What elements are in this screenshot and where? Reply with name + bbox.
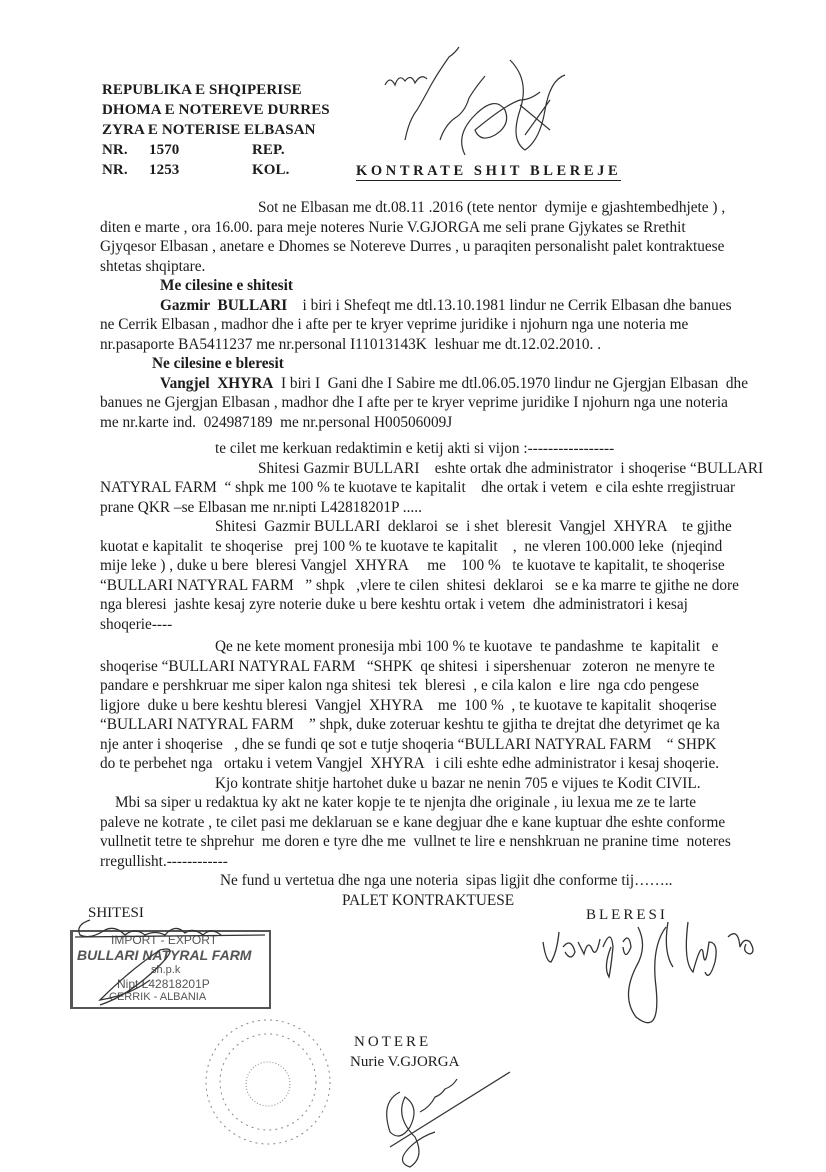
- contract-line: [100, 577, 739, 595]
- line-text: ligjore duke u bere keshtu bleresi Vangjel XHYRA me 100 % , te kuotave te kapitalit shoqerise: [100, 696, 717, 714]
- line-text: banues ne Gjergjan Elbasan , madhor dhe I afte per te kryer veprime juridike I njohurn nga une noteria: [100, 394, 728, 411]
- contract-line: [100, 658, 715, 676]
- party-heading: Gazmir BULLARI: [160, 296, 288, 314]
- seller-label: SHITESI: [88, 905, 144, 921]
- contract-line: [215, 638, 718, 656]
- contract-line: [342, 892, 514, 910]
- nr-type-rep: REP.: [252, 142, 285, 158]
- contract-line: [215, 440, 614, 458]
- stamp-line-1: IMPORT - EXPORT: [111, 933, 218, 947]
- line-text: I biri I Gani dhe I Sabire me dtl.06.05.1970 lindur ne Gjergjan Elbasan dhe: [273, 374, 748, 392]
- line-text: te cilet me kerkuan redaktimin e ketij akti si vijon :-----------------: [215, 440, 615, 457]
- contract-line: [160, 375, 748, 393]
- contract-line: [258, 199, 725, 217]
- header-republic: REPUBLIKA E SHQIPERISE: [102, 82, 302, 98]
- buyer-label: BLERESI: [586, 907, 668, 923]
- line-text: ne Cerrik Elbasan , madhor dhe i afte per te kryer veprime juridike i njohurn nga une noteria me: [100, 316, 689, 333]
- line-text: prane QKR –se Elbasan me nr.nipti L42818201P .....: [100, 498, 422, 516]
- line-text: Qe ne kete moment pronesija mbi 100 % te kuotave te pandashme te kapitalit e: [215, 638, 719, 655]
- handwritten-note: [380, 45, 580, 165]
- line-text: nga bleresi jashte kesaj zyre noterie duke u bere keshtu ortak i vetem dhe administratori i kesaj: [100, 596, 688, 613]
- line-text: Mbi sa siper u redaktua ky akt ne kater kopje te te njenjta dhe originale , iu lexua me ze te larte: [115, 794, 697, 811]
- contract-line: [100, 814, 725, 832]
- contract-line: [100, 258, 205, 276]
- header-chamber: DHOMA E NOTEREVE DURRES: [102, 102, 330, 118]
- notary-name: Nurie V.GJORGA: [350, 1054, 460, 1070]
- line-text: Gjyqesor Elbasan , anetare e Dhomes se Notereve Durres , u paraqiten personalisht palet kontraktuese: [100, 238, 725, 255]
- buyer-signature: [538, 912, 826, 1042]
- contract-line: [100, 697, 717, 715]
- contract-line: [220, 872, 672, 890]
- notary-label: NOTERE: [354, 1034, 432, 1050]
- contract-line: [100, 557, 725, 575]
- nr-value-kol: 1253: [149, 162, 180, 178]
- nr-label-rep: NR.: [102, 142, 128, 158]
- nr-value-rep: 1570: [149, 142, 180, 158]
- notary-seal: [198, 1012, 338, 1152]
- line-text: shoqerise “BULLARI NATYRAL FARM “SHPK qe shitesi i sipershenuar zoteron ne menyre te: [100, 657, 715, 675]
- line-text: me nr.karte ind. 024987189 me nr.personal H00506009J: [100, 413, 453, 431]
- line-text: do te perbehet nga ortaku i vetem Vangjel XHYRA i cili eshte edhe administrator i kesaj shoqerie.: [100, 755, 720, 772]
- line-text: rregullisht.------------: [100, 852, 228, 870]
- contract-line: [100, 219, 686, 237]
- stamp-line-5: CERRIK - ALBANIA: [109, 991, 207, 1003]
- document-title: KONTRATE SHIT BLEREJE: [356, 163, 622, 179]
- contract-line: [160, 277, 293, 295]
- line-text: NATYRAL FARM “ shpk me 100 % te kuotave te kapitalit dhe ortak i vetem e cila eshte rregjistruar: [100, 479, 736, 496]
- contract-line: [215, 518, 732, 536]
- party-heading: Me cilesine e shitesit: [160, 277, 293, 294]
- contract-line: [160, 297, 732, 315]
- contract-line: [100, 755, 719, 773]
- contract-line: [100, 316, 688, 334]
- contract-line: [100, 736, 716, 754]
- line-text: Shitesi Gazmir BULLARI deklaroi se i shet bleresit Vangjel XHYRA te gjithe: [215, 518, 732, 535]
- line-text: diten e marte , ora 16.00. para meje noteres Nurie V.GJORGA me seli prane Gjykates se Rrethit: [100, 218, 686, 236]
- line-text: PALET KONTRAKTUESE: [342, 891, 515, 909]
- line-text: mije leke ) , duke u bere bleresi Vangjel XHYRA me 100 % te kuotave te kapitalit, te shoqerise: [100, 557, 725, 574]
- contract-line: [100, 499, 422, 517]
- line-text: nr.pasaporte BA5411237 me nr.personal I11013143K leshuar me dt.12.02.2010. .: [100, 335, 602, 353]
- stamp-line-4: Nipt L42818201P: [117, 977, 210, 991]
- contract-line: [100, 394, 728, 412]
- contract-line: [152, 355, 284, 373]
- line-text: “BULLARI NATYRAL FARM ” shpk, duke zoteruar keshtu te gjitha te drejtat dhe detyrimet qe ka: [100, 716, 720, 733]
- seller-signature: [70, 915, 270, 1015]
- contract-line: [100, 596, 688, 614]
- contract-line: [115, 794, 696, 812]
- contract-line: [100, 833, 731, 851]
- party-heading: Vangjel XHYRA: [160, 374, 274, 392]
- contract-line: [100, 238, 724, 256]
- contract-line: [100, 336, 601, 354]
- nr-label-kol: NR.: [102, 162, 128, 178]
- line-text: pandare e pershkruar me siper kalon nga shitesi tek bleresi , e cila kalon e lire nga cdo pengese: [100, 677, 699, 694]
- contract-line: [100, 677, 699, 695]
- stamp-line-3: sh.p.k: [151, 964, 181, 976]
- contract-line: [258, 460, 763, 478]
- contract-line: [100, 853, 228, 871]
- line-text: paleve ne kotrate , te cilet pasi me deklaruan se e kane degjuar dhe e kane kuptuar dhe eshte conforme: [100, 813, 726, 831]
- line-text: Kjo kontrate shitje hartohet duke u bazar ne nenin 705 e vijues te Kodit CIVIL.: [215, 774, 701, 792]
- line-text: nje anter i shoqerise , dhe se fundi qe sot e tutje shoqeria “BULLARI NATYRAL FARM “ SHPK: [100, 735, 717, 753]
- stamp-line-2: BULLARI NATYRAL FARM: [77, 947, 252, 963]
- party-heading: Ne cilesine e bleresit: [152, 355, 284, 372]
- contract-line: [100, 716, 720, 734]
- notary-signature: [370, 1072, 510, 1172]
- nr-type-kol: KOL.: [252, 162, 290, 178]
- contract-line: [100, 479, 735, 497]
- line-text: shoqerie----: [100, 615, 173, 633]
- contract-line: [100, 616, 172, 634]
- line-text: shtetas shqiptare.: [100, 257, 206, 275]
- line-text: Shitesi Gazmir BULLARI eshte ortak dhe administrator i shoqerise “BULLARI: [258, 459, 764, 477]
- contract-line: [215, 775, 701, 793]
- line-text: vullnetit tetre te shprehur me doren e tyre dhe me vullnet te lire e nenshkruan ne pranine time noteres: [100, 833, 731, 850]
- contract-line: [100, 538, 722, 556]
- line-text: Ne fund u vertetua dhe nga une noteria sipas ligjit dhe conforme tij……..: [220, 872, 673, 889]
- contract-line: [100, 414, 452, 432]
- line-text: Sot ne Elbasan me dt.08.11 .2016 (tete nentor dymije e gjashtembedhjete ) ,: [258, 199, 726, 216]
- line-text: “BULLARI NATYRAL FARM ” shpk ,vlere te cilen shitesi deklaroi se e ka marre te gjithe ne dore: [100, 576, 739, 594]
- line-text: i biri i Shefeqt me dtl.13.10.1981 lindur ne Cerrik Elbasan dhe banues: [287, 296, 732, 314]
- header-office: ZYRA E NOTERISE ELBASAN: [102, 122, 316, 138]
- line-text: kuotat e kapitalit te shoqerise prej 100 % te kuotave te kapitalit , ne vleren 100.000 leke (njeqind: [100, 537, 723, 555]
